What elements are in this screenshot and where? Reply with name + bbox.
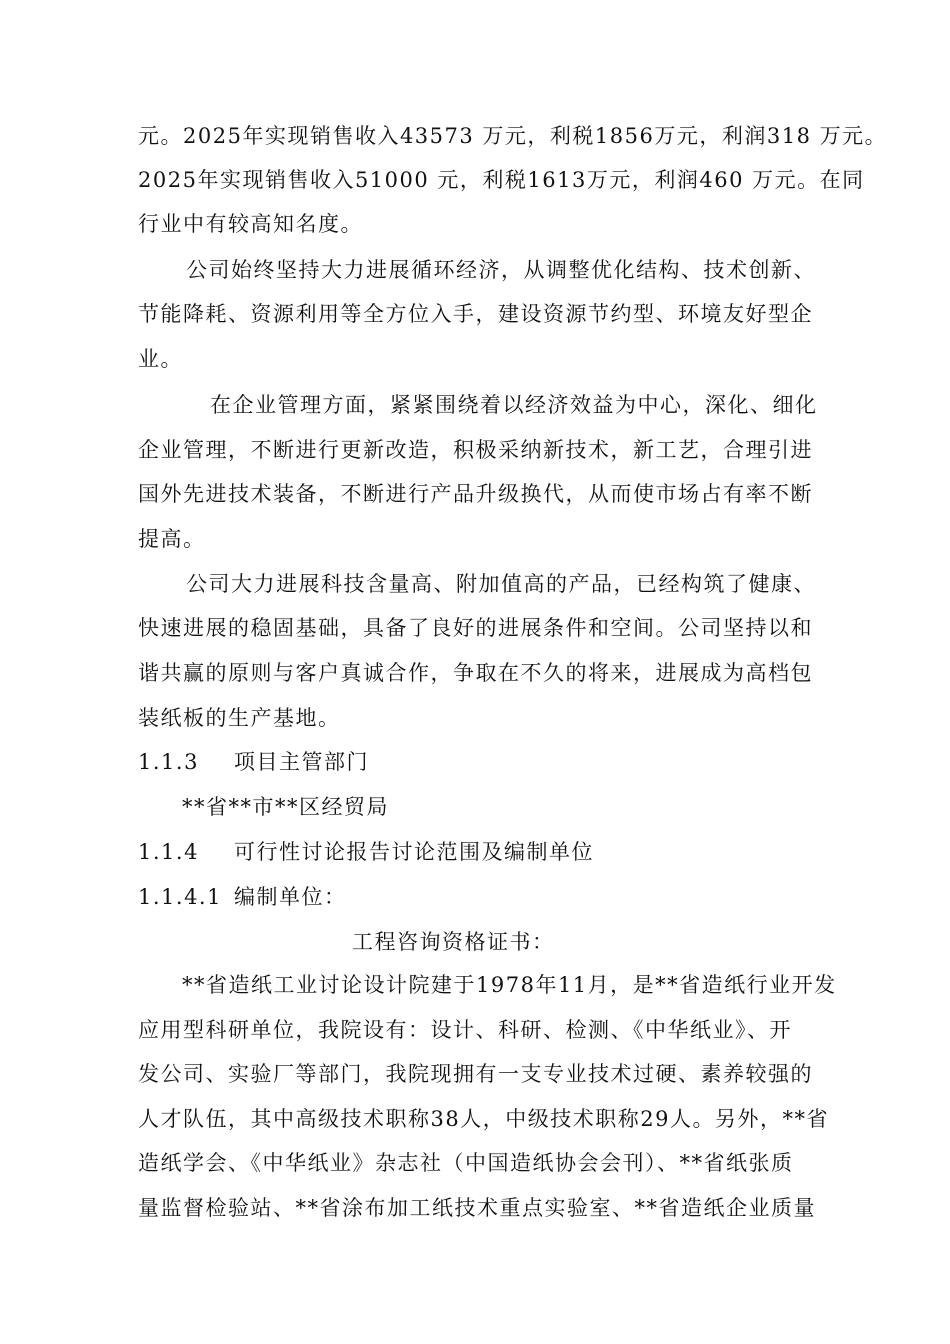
paragraph-line: 国外先进技术装备，不断进行产品升级换代，从而使市场占有率不断 xyxy=(138,482,813,506)
section-number: 1.1.4.1 xyxy=(138,885,222,909)
paragraph-line: 元。2025年实现销售收入43573 万元，利税1856万元，利润318 万元。 xyxy=(138,124,888,148)
paragraph-line: 谐共赢的原则与客户真诚合作，争取在不久的将来，进展成为高档包 xyxy=(138,661,813,685)
paragraph-line: 提高。 xyxy=(138,527,206,551)
section-title: 可行性讨论报告讨论范围及编制单位 xyxy=(234,840,594,864)
paragraph-line: 应用型科研单位，我院设有：设计、科研、检测、《中华纸业》、开 xyxy=(138,1018,792,1042)
paragraph-line: 造纸学会、《中华纸业》杂志社（中国造纸协会会刊）、**省纸张质 xyxy=(138,1151,794,1175)
paragraph-line: 节能降耗、资源利用等全方位入手，建设资源节约型、环境友好型企 xyxy=(138,302,813,326)
section-number: 1.1.4 xyxy=(138,840,199,864)
paragraph-line: 企业管理，不断进行更新改造，积极采纳新技术，新工艺，合理引进 xyxy=(138,438,813,462)
paragraph-line: 量监督检验站、**省涂布加工纸技术重点实验室、**省造纸企业质量 xyxy=(138,1196,816,1220)
paragraph-line: 公司大力进展科技含量高、附加值高的产品，已经构筑了健康、 xyxy=(186,572,816,596)
paragraph-line: 装纸板的生产基地。 xyxy=(138,706,341,730)
section-heading-1-1-4 xyxy=(138,837,868,867)
paragraph-line: **省造纸工业讨论设计院建于1978年11月，是**省造纸行业开发 xyxy=(182,973,837,997)
section-title: 编制单位： xyxy=(234,885,347,909)
section-heading-1-1-3 xyxy=(138,747,868,777)
paragraph-line: 业。 xyxy=(138,347,183,371)
paragraph-line: 2025年实现销售收入51000 元，利税1613万元，利润460 万元。在同 xyxy=(138,168,865,192)
authority-line: **省**市**区经贸局 xyxy=(182,795,389,819)
section-number: 1.1.3 xyxy=(138,750,199,774)
certificate-title: 工程咨询资格证书： xyxy=(352,930,555,954)
paragraph-line: 人才队伍，其中高级技术职称38人，中级技术职称29人。另外，**省 xyxy=(138,1107,829,1131)
section-title: 项目主管部门 xyxy=(234,750,369,774)
section-heading-1-1-4-1 xyxy=(138,882,868,912)
paragraph-line: 快速进展的稳固基础，具备了良好的进展条件和空间。公司坚持以和 xyxy=(138,616,813,640)
paragraph-line: 发公司、实验厂等部门，我院现拥有一支专业技术过硬、素养较强的 xyxy=(138,1062,813,1086)
paragraph-line: 在企业管理方面，紧紧围绕着以经济效益为中心，深化、细化 xyxy=(210,393,818,417)
paragraph-line: 公司始终坚持大力进展循环经济，从调整优化结构、技术创新、 xyxy=(186,258,816,282)
paragraph-line: 行业中有较高知名度。 xyxy=(138,212,363,236)
